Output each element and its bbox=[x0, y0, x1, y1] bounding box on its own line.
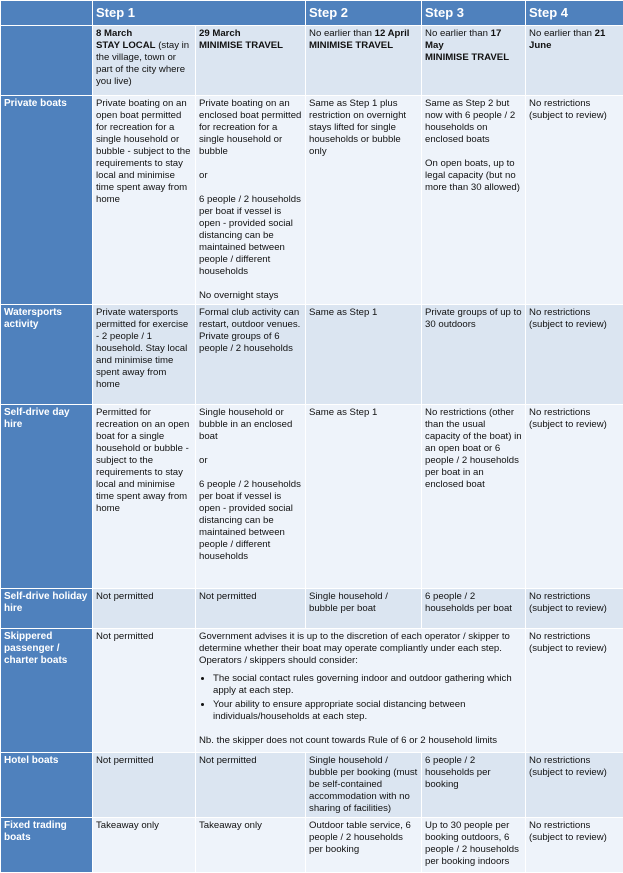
self-drive-holiday-step1b: Not permitted bbox=[196, 589, 306, 629]
private-boats-step1a: Private boating on an open boat permitted for recreation for a single household or bubble - subject to the requirements to stay local and minimise time spent away from home bbox=[93, 96, 196, 305]
step1b-date-cell bbox=[196, 26, 306, 96]
self-drive-day-step1b-or: or bbox=[199, 455, 302, 467]
step3-prefix: No earlier than bbox=[425, 28, 488, 39]
step4-prefix: No earlier than bbox=[529, 28, 592, 39]
skippered-step4: No restrictions (subject to review) bbox=[526, 629, 623, 753]
watersports-step1a: Private watersports permitted for exercise - 2 people / 1 household. Stay local and minimise time spent away from home bbox=[93, 305, 196, 405]
private-boats-step4: No restrictions (subject to review) bbox=[526, 96, 623, 305]
self-drive-holiday-step1a: Not permitted bbox=[93, 589, 196, 629]
self-drive-day-step4: No restrictions (subject to review) bbox=[526, 405, 623, 589]
header-step-1: Step 1 bbox=[93, 1, 306, 26]
step4-date: 21 June bbox=[529, 28, 605, 51]
skippered-consider-list bbox=[199, 673, 522, 723]
private-boats-step3 bbox=[422, 96, 526, 305]
step2-prefix: No earlier than bbox=[309, 28, 372, 39]
fixed-trading-step1a: Takeaway only bbox=[93, 818, 196, 873]
fixed-trading-step2: Outdoor table service, 6 people / 2 households per booking bbox=[306, 818, 422, 873]
table-row bbox=[1, 405, 623, 589]
hotel-boats-step1b: Not permitted bbox=[196, 753, 306, 818]
table-row bbox=[1, 818, 623, 873]
hotel-boats-step2: Single household / bubble per booking (must be self-contained accommodation with no sharing of facilities) bbox=[306, 753, 422, 818]
watersports-step2: Same as Step 1 bbox=[306, 305, 422, 405]
fixed-trading-step3: Up to 30 people per booking outdoors, 6 people / 2 households per booking indoors bbox=[422, 818, 526, 873]
private-boats-step1b-p2: 6 people / 2 households per boat if vessel is open - provided social distancing can be maintained between people / different households bbox=[199, 194, 302, 278]
table-row bbox=[1, 589, 623, 629]
self-drive-day-step1b-p2: 6 people / 2 households per boat if vessel is open - provided social distancing can be maintained between people / different households bbox=[199, 479, 302, 563]
header-step-2: Step 2 bbox=[306, 1, 422, 26]
skippered-note: Nb. the skipper does not count towards Rule of 6 or 2 household limits bbox=[199, 735, 522, 747]
step1b-date: 29 March bbox=[199, 28, 241, 39]
fixed-trading-step1b: Takeaway only bbox=[196, 818, 306, 873]
self-drive-holiday-step4: No restrictions (subject to review) bbox=[526, 589, 623, 629]
header-corner bbox=[1, 1, 93, 26]
fixed-trading-step4: No restrictions (subject to review) bbox=[526, 818, 623, 873]
hotel-boats-step1a: Not permitted bbox=[93, 753, 196, 818]
private-boats-step1b bbox=[196, 96, 306, 305]
table-row bbox=[1, 96, 623, 305]
row-label-private-boats: Private boats bbox=[1, 96, 93, 305]
self-drive-holiday-step3: 6 people / 2 households per boat bbox=[422, 589, 526, 629]
dates-row-head bbox=[1, 26, 93, 96]
dates-row bbox=[1, 26, 623, 96]
watersports-step1b: Formal club activity can restart, outdoor venues. Private groups of 6 people / 2 households bbox=[196, 305, 306, 405]
self-drive-day-step1a: Permitted for recreation on an open boat for a single household or bubble - subject to the requirements to stay local and minimise time spent away from home bbox=[93, 405, 196, 589]
skippered-merged-guidance bbox=[196, 629, 526, 753]
step2-date: 12 April bbox=[375, 28, 410, 39]
private-boats-step2: Same as Step 1 plus restriction on overnight stays lifted for single households or bubble only bbox=[306, 96, 422, 305]
row-label-skippered: Skippered passenger / charter boats bbox=[1, 629, 93, 753]
self-drive-day-step1b bbox=[196, 405, 306, 589]
private-boats-step1b-or: or bbox=[199, 170, 302, 182]
self-drive-day-step3: No restrictions (other than the usual capacity of the boat) in an open boat or 6 people / 2 households per boat in an enclosed boat bbox=[422, 405, 526, 589]
table-row bbox=[1, 753, 623, 818]
row-label-watersports: Watersports activity bbox=[1, 305, 93, 405]
step4-date-cell bbox=[526, 26, 623, 96]
step3-date-cell bbox=[422, 26, 526, 96]
self-drive-holiday-step2: Single household / bubble per boat bbox=[306, 589, 422, 629]
row-label-self-drive-day: Self-drive day hire bbox=[1, 405, 93, 589]
step3-title: MINIMISE TRAVEL bbox=[425, 52, 509, 63]
hotel-boats-step4: No restrictions (subject to review) bbox=[526, 753, 623, 818]
list-item: • The social contact rules governing indoor and outdoor gathering which apply at each step. bbox=[213, 673, 522, 697]
row-label-fixed-trading: Fixed trading boats bbox=[1, 818, 93, 873]
step1a-paren: (stay in the village, town or part of the city where you live) bbox=[96, 40, 189, 87]
step1b-title: MINIMISE TRAVEL bbox=[199, 40, 283, 51]
private-boats-step3-p1: Same as Step 2 but now with 6 people / 2 households on enclosed boats bbox=[425, 98, 522, 146]
table-row bbox=[1, 629, 623, 753]
step1a-title: STAY LOCAL bbox=[96, 40, 156, 51]
self-drive-day-step2: Same as Step 1 bbox=[306, 405, 422, 589]
skippered-intro: Government advises it is up to the discretion of each operator / skipper to determine whether their boat may operate compliantly under each step. Operators / skippers should consider: bbox=[199, 631, 522, 667]
step2-date-cell bbox=[306, 26, 422, 96]
table-row bbox=[1, 305, 623, 405]
hotel-boats-step3: 6 people / 2 households per booking bbox=[422, 753, 526, 818]
private-boats-step1b-p1: Private boating on an enclosed boat permitted for recreation for a single household or bubble bbox=[199, 98, 302, 158]
private-boats-step1b-p3: No overnight stays bbox=[199, 290, 302, 302]
step1a-date: 8 March bbox=[96, 28, 132, 39]
step3-date: 17 May bbox=[425, 28, 501, 51]
skippered-step1a: Not permitted bbox=[93, 629, 196, 753]
row-label-hotel-boats: Hotel boats bbox=[1, 753, 93, 818]
step1a-date-cell bbox=[93, 26, 196, 96]
header-step-3: Step 3 bbox=[422, 1, 526, 26]
watersports-step3: Private groups of up to 30 outdoors bbox=[422, 305, 526, 405]
watersports-step4: No restrictions (subject to review) bbox=[526, 305, 623, 405]
private-boats-step3-p2: On open boats, up to legal capacity (but no more than 30 allowed) bbox=[425, 158, 522, 194]
step2-title: MINIMISE TRAVEL bbox=[309, 40, 393, 51]
list-item: • Your ability to ensure appropriate social distancing between individuals/households at each step. bbox=[213, 699, 522, 723]
self-drive-day-step1b-p1: Single household or bubble in an enclosed boat bbox=[199, 407, 302, 443]
header-step-4: Step 4 bbox=[526, 1, 623, 26]
row-label-self-drive-holiday: Self-drive holiday hire bbox=[1, 589, 93, 629]
header-row bbox=[1, 1, 623, 26]
